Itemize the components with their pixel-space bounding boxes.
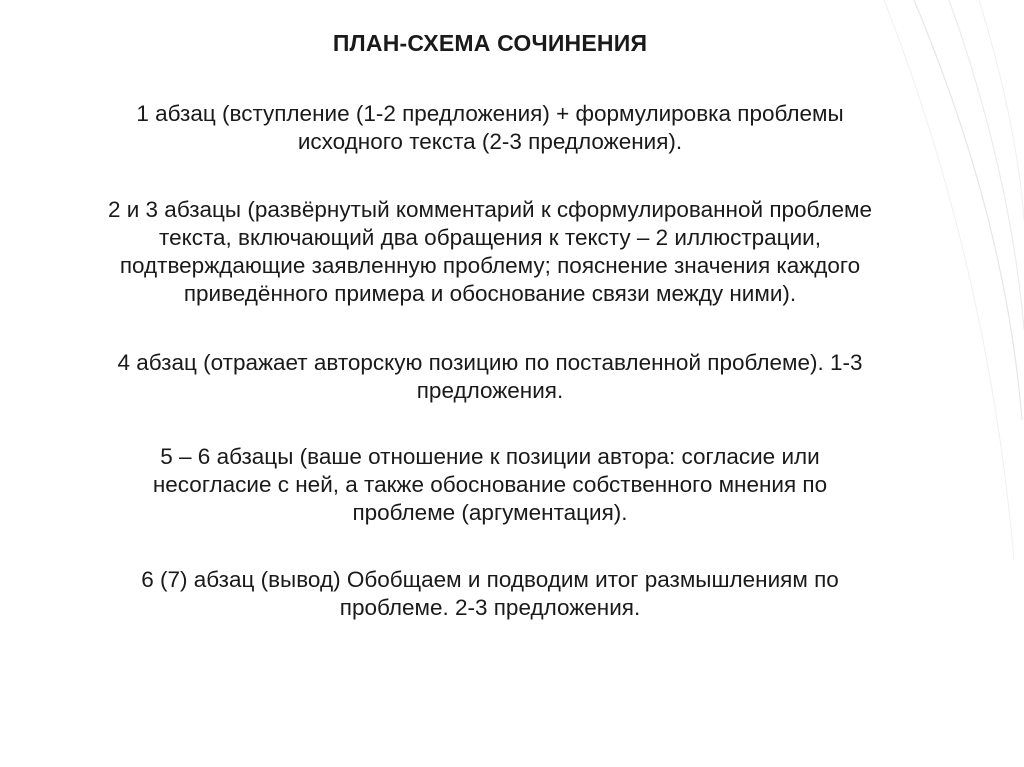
paragraph-line: исходного текста (2-3 предложения). [297,129,683,154]
paragraph-line: 1 абзац (вступление (1-2 предложения) + формулировка проблемы [136,101,844,126]
slide-title: ПЛАН-СХЕМА СОЧИНЕНИЯ [332,30,648,56]
paragraph-line: предложения. [416,378,564,403]
paragraph-2 [0,196,980,308]
paragraph-line: проблеме (аргументация). [352,500,628,525]
paragraph-line: 5 – 6 абзацы (ваше отношение к позиции автора: согласие или [160,444,820,469]
paragraph-line: приведённого примера и обоснование связи между ними). [183,281,797,306]
paragraph-5 [0,566,980,622]
paragraph-line: несогласие с ней, а также обоснование собственного мнения по [152,472,828,497]
paragraph-line: 2 и 3 абзацы (развёрнутый комментарий к сформулированной проблеме [107,197,873,222]
paragraph-3 [0,349,980,405]
paragraph-1 [0,100,980,156]
paragraph-line: проблеме. 2-3 предложения. [339,595,641,620]
paragraph-4 [0,443,980,527]
paragraph-line: 6 (7) абзац (вывод) Обобщаем и подводим итог размышлениям по [141,567,839,592]
paragraph-line: текста, включающий два обращения к тексту – 2 иллюстрации, [159,225,821,250]
paragraph-line: подтверждающие заявленную проблему; пояснение значения каждого [119,253,861,278]
paragraph-line: 4 абзац (отражает авторскую позицию по поставленной проблеме). 1-3 [117,350,863,375]
